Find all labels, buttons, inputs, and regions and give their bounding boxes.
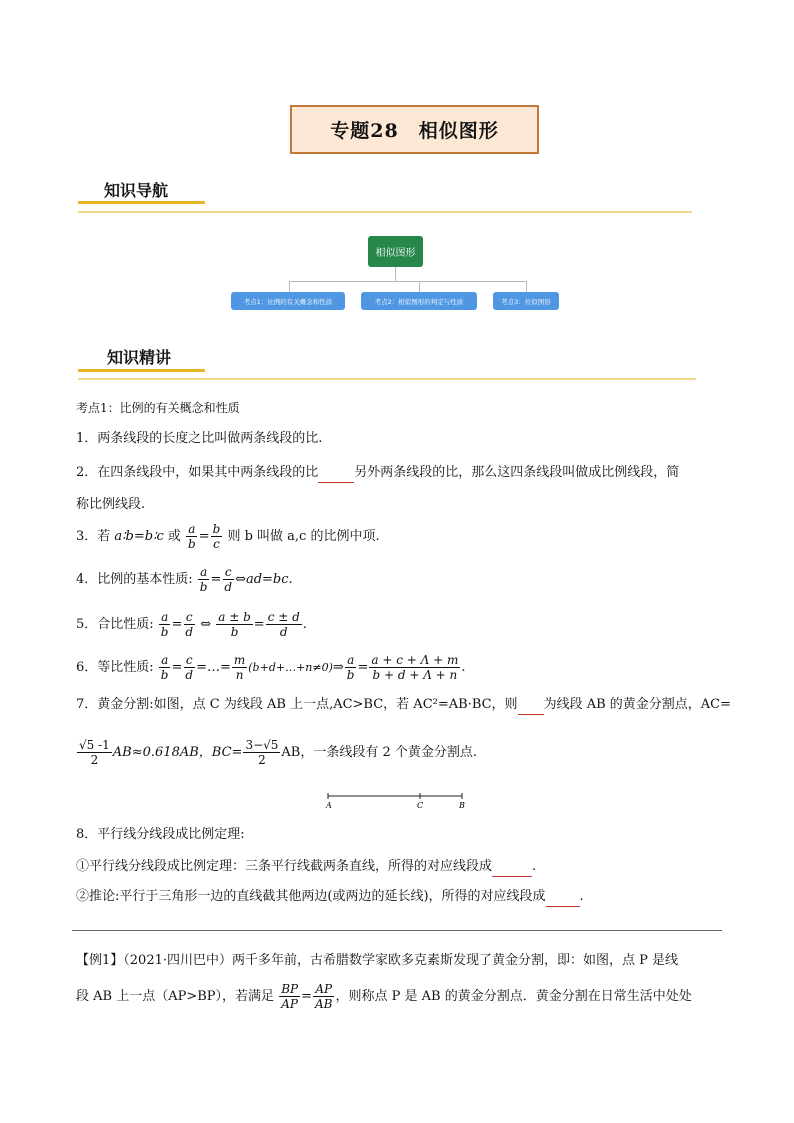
item-6-dots: =…= xyxy=(196,660,231,675)
page-title: 专题28 相似图形 xyxy=(290,105,539,154)
answer-blank xyxy=(518,696,544,715)
item-3-conclusion: 则 b 叫做 a,c 的比例中项. xyxy=(227,529,380,544)
heading-rule xyxy=(78,378,696,380)
item-7-text-c2: AB，一条线段有 2 个黄金分割点. xyxy=(281,745,478,760)
kaodian-1-heading: 考点1：比例的有关概念和性质 xyxy=(76,401,240,415)
mindmap-connector xyxy=(289,281,527,282)
item-8-1-text: ①平行线分线段成比例定理：三条平行线截两条直线，所得的对应线段成 xyxy=(76,859,493,874)
segment-label-a: A xyxy=(326,801,332,810)
fraction: $\frac{c}{d}$ xyxy=(224,565,233,594)
item-4-label: 4．比例的基本性质: xyxy=(76,572,193,587)
item-7-text-b: 为线段 AB 的黄金分割点，AC= xyxy=(543,697,731,712)
item-6-implies: ⇒ xyxy=(332,660,344,675)
mindmap-node-kaodian1: 考点1：比例的有关概念和性质 xyxy=(231,292,345,310)
mindmap-node-kaodian2: 考点2：相似图形的判定与性质 xyxy=(361,292,477,310)
heading-underline xyxy=(78,201,205,204)
item-6: 6．等比性质: $\frac{a}{b}$ = $\frac{c}{d}$ =…= $\frac{m}{n}$ (b+d+…+n≠0)⇒ $\frac{a}{b}$ = $\frac{a + c + \Lambda + m}{b + d + \Lambda + n}$ . xyxy=(76,653,466,682)
fraction: $\frac{a}{b}$ xyxy=(346,653,355,682)
period: . xyxy=(461,660,466,675)
item-5-iff: ⇔ xyxy=(200,617,212,632)
fraction: $\frac{c}{d}$ xyxy=(185,653,194,682)
section-heading-nav: 知识导航 xyxy=(104,181,169,200)
fraction: $\frac{AP}{AB}$ xyxy=(315,982,333,1011)
mindmap-connector xyxy=(526,281,527,292)
fraction: $\frac{a}{b}$ xyxy=(199,565,208,594)
mindmap-connector xyxy=(419,281,420,292)
mindmap-node-kaodian3: 考点3：位似图形 xyxy=(493,292,559,310)
fraction: $\frac{BP}{AP}$ xyxy=(281,982,299,1011)
answer-blank xyxy=(546,888,580,907)
item-7-text-a: 7．黄金分割:如图，点 C 为线段 AB 上一点,AC>BC，若 AC²=AB·BC，则 xyxy=(76,697,518,712)
item-8-2 xyxy=(76,888,584,907)
mindmap-connector xyxy=(395,267,396,281)
fraction: $\frac{m}{n}$ xyxy=(233,653,246,682)
item-2-text-a: 2．在四条线段中，如果其中两条线段的比 xyxy=(76,465,319,480)
fraction: $\frac{a}{b}$ xyxy=(188,522,196,551)
fraction: $\frac{√5 -1}{2}$ xyxy=(79,738,110,767)
mindmap-root-node: 相似图形 xyxy=(368,236,423,267)
example-1-text-b2: ，则称点 P 是 AB 的黄金分割点．黄金分割在日常生活中处处 xyxy=(335,989,692,1004)
fraction: $\frac{b}{c}$ xyxy=(212,522,221,551)
example-1-line1: 【例1】（2021·四川巴中）两千多年前，古希腊数学家欧多克素斯发现了黄金分割，即：如图，点 P 是线 xyxy=(76,953,678,968)
item-4-tail: ⇔ad=bc. xyxy=(235,572,293,587)
period: . xyxy=(532,859,537,874)
fraction: $\frac{a}{b}$ xyxy=(160,653,169,682)
item-4: 4．比例的基本性质: $\frac{a}{b}$ = $\frac{c}{d}$ ⇔ad=bc. xyxy=(76,565,293,594)
item-6-condition: (b+d+…+n≠0) xyxy=(248,661,333,674)
period: . xyxy=(579,889,584,904)
fraction: $\frac{c \pm d}{d}$ xyxy=(267,610,300,639)
item-2-line1 xyxy=(76,464,679,483)
fraction: $\frac{a \pm b}{b}$ xyxy=(218,610,251,639)
item-5: 5．合比性质: $\frac{a}{b}$ = $\frac{c}{d}$ ⇔ $\frac{a \pm b}{b}$ = $\frac{c \pm d}{d}$ . xyxy=(76,610,307,639)
item-7-text-c1: AB≈0.618AB，BC= xyxy=(112,745,243,760)
segment-label-c: C xyxy=(417,801,424,810)
fraction: $\frac{3-√5}{2}$ xyxy=(245,738,279,767)
heading-rule xyxy=(78,211,692,213)
item-1: 1．两条线段的长度之比叫做两条线段的比. xyxy=(76,431,323,446)
example-1-text-b1: 段 AB 上一点（AP>BP），若满足 xyxy=(76,989,275,1004)
item-5-label: 5．合比性质: xyxy=(76,617,154,632)
answer-blank xyxy=(492,858,532,877)
item-8: 8．平行线分线段成比例定理: xyxy=(76,827,245,842)
item-3: 3．若 a∶b=b∶c 或 $\frac{a}{b}$ = $\frac{b}{c}$ 则 b 叫做 a,c 的比例中项. xyxy=(76,522,380,551)
item-3-equation: a∶b=b∶c xyxy=(114,529,164,544)
example-1-line2: 段 AB 上一点（AP>BP），若满足 $\frac{BP}{AP}$ = $\frac{AP}{AB}$ ，则称点 P 是 AB 的黄金分割点．黄金分割在日常生活中处处 xyxy=(76,982,692,1011)
section-heading-lecture: 知识精讲 xyxy=(107,348,172,367)
segment-label-b: B xyxy=(459,801,465,810)
mindmap-connector xyxy=(289,281,290,292)
item-8-2-text: ②推论:平行于三角形一边的直线截其他两边(或两边的延长线)，所得的对应线段成 xyxy=(76,889,546,904)
item-2-line2: 称比例线段. xyxy=(76,497,146,512)
golden-section-segment xyxy=(320,788,470,812)
item-3-or: 或 xyxy=(163,529,181,544)
fraction: $\frac{a}{b}$ xyxy=(160,610,169,639)
item-2-text-b: 另外两条线段的比，那么这四条线段叫做成比例线段，简 xyxy=(354,465,680,480)
item-3-prefix: 3．若 xyxy=(76,529,115,544)
item-7-line2 xyxy=(76,738,477,767)
item-7-line1 xyxy=(76,696,731,715)
period: . xyxy=(302,617,307,632)
heading-underline xyxy=(78,369,205,372)
item-6-label: 6．等比性质: xyxy=(76,660,154,675)
item-8-1 xyxy=(76,858,536,877)
answer-blank xyxy=(318,464,354,483)
divider xyxy=(72,930,722,931)
fraction: $\frac{c}{d}$ xyxy=(185,610,194,639)
fraction: $\frac{a + c + \Lambda + m}{b + d + \Lambda + n}$ xyxy=(371,653,459,682)
